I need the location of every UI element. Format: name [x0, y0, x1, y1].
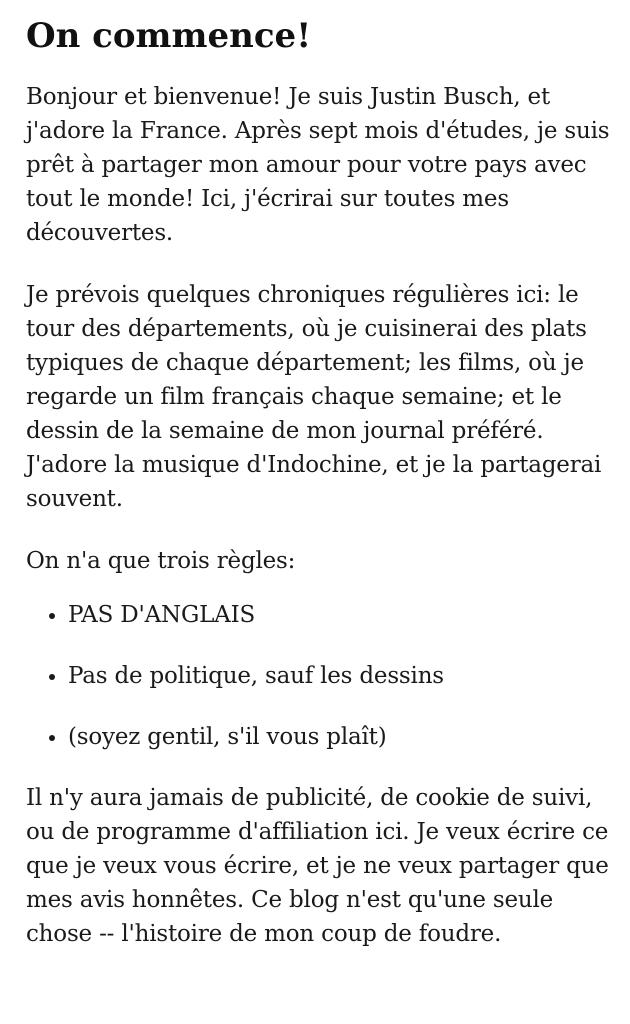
rule-item: • (soyez gentil, s'il vous plaît) [68, 720, 616, 754]
intro-paragraph: Bonjour et bienvenue! Je suis Justin Busch, et j'adore la France. Après sept mois d'études, je suis prêt à partager mon amour pour votre pays avec tout le monde! Ici, j'écrirai sur toutes mes découvertes. [26, 84, 610, 246]
rules-list [26, 598, 616, 754]
rule-item: • PAS D'ANGLAIS [68, 598, 616, 632]
rules-intro-paragraph: On n'a que trois règles: [26, 548, 296, 574]
closing-paragraph: Il n'y aura jamais de publicité, de cookie de suivi, ou de programme d'affiliation ici. Je veux écrire ce que je veux vous écrire, et je ne veux partager que mes avis honnêtes. Ce blog n'est qu'une seule chose -- l'histoire de mon coup de foudre. [26, 785, 609, 947]
chronicles-paragraph: Je prévois quelques chroniques régulières ici: le tour des départements, où je cuisinerai des plats typiques de chaque département; les films, où je regarde un film français chaque semaine; et le dessin de la semaine de mon journal préféré. J'adore la musique d'Indochine, et je la partagerai souvent. [26, 282, 602, 512]
article-title: On commence! [26, 16, 312, 56]
rule-item: • Pas de politique, sauf les dessins [68, 659, 616, 693]
